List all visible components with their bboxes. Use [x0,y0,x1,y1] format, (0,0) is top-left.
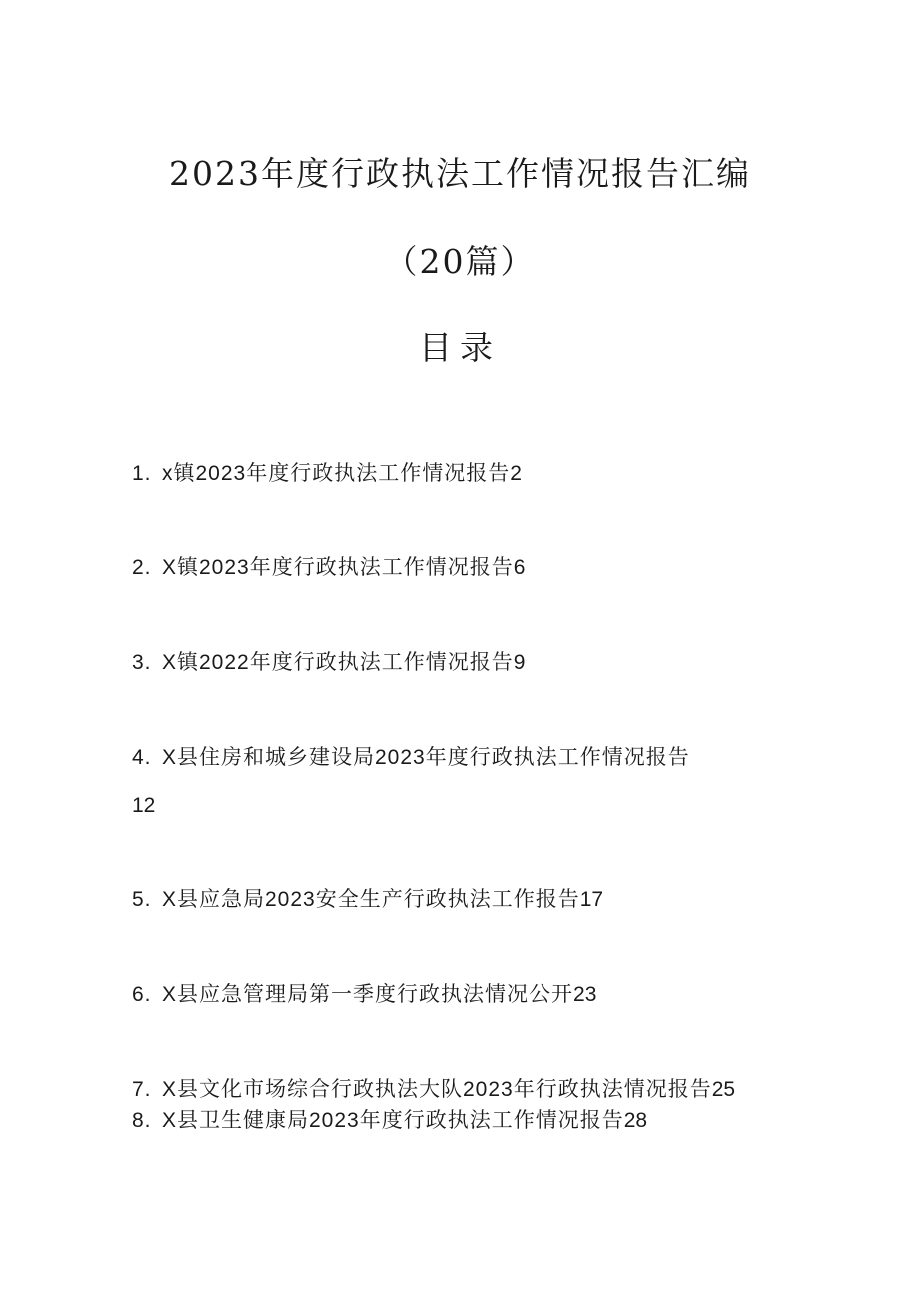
toc-entry-title: X县应急局2023安全生产行政执法工作报告 [162,888,580,911]
toc-entry-title: X县卫生健康局2023年度行政执法工作情况报告 [162,1109,624,1132]
toc-entry-7[interactable] [132,1075,792,1105]
toc-entry-title: X镇2022年度行政执法工作情况报告 [162,651,514,674]
toc-entry-2[interactable] [132,553,792,583]
toc-entry-number: 3. [132,651,152,674]
toc-entry-number: 8. [132,1109,152,1132]
toc-entry-3[interactable] [132,648,792,678]
toc-entry-title: X县文化市场综合行政执法大队2023年行政执法情况报告 [162,1078,712,1101]
toc-entry-page: 17 [579,888,604,911]
toc-entry-number: 7. [132,1078,152,1101]
toc-entry-page: 12 [132,794,156,817]
document-title: 2023年度行政执法工作情况报告汇编 [169,154,751,193]
toc-entry-page: 9 [513,651,526,674]
toc-entry-page: 6 [513,556,526,579]
toc-entry-title: X镇2023年度行政执法工作情况报告 [162,556,514,579]
toc-entry-page: 2 [510,462,522,485]
toc-entry-number: 6. [132,983,152,1006]
toc-heading: 目录 [419,328,501,367]
toc-entry-page: 25 [711,1078,736,1101]
toc-entry-title: x镇2023年度行政执法工作情况报告 [162,462,511,485]
toc-entry-8[interactable] [132,1106,792,1136]
toc-entry-1[interactable] [132,459,792,489]
toc-entry-page: 23 [573,983,597,1006]
toc-entry-4[interactable] [132,743,792,821]
toc-entry-5[interactable] [132,885,792,915]
toc-entry-title: X县住房和城乡建设局2023年度行政执法工作情况报告 [162,746,690,769]
toc-entry-number: 4. [132,746,152,769]
toc-entry-page: 28 [623,1109,648,1132]
toc-entry-title: X县应急管理局第一季度行政执法情况公开 [162,983,574,1006]
toc-entry-number: 2. [132,556,152,579]
document-subtitle-count: （20篇） [384,242,536,281]
toc-entry-number: 5. [132,888,152,911]
toc-entry-6[interactable] [132,980,792,1010]
toc-entry-number: 1. [132,462,152,485]
